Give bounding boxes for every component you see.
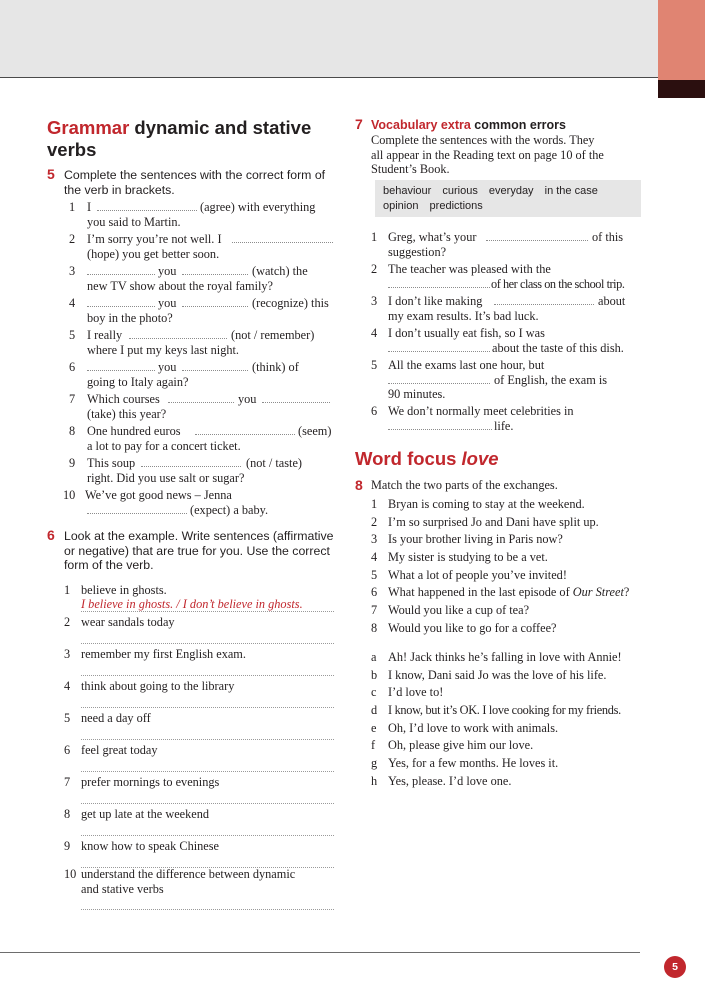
- page-number-badge: 5: [664, 956, 686, 978]
- list-item: [371, 358, 646, 404]
- item-text: Oh, I’d love to work with animals.: [388, 720, 559, 735]
- exercise-7-number: 7: [355, 116, 363, 132]
- item-number: 7: [371, 603, 378, 618]
- item-text: you said to Martin.: [87, 214, 181, 229]
- answer-line[interactable]: [81, 821, 334, 836]
- item-text: of her class on the school trip.: [491, 276, 625, 291]
- item-text: know how to speak Chinese: [81, 839, 219, 853]
- item-text: right. Did you use salt or sugar?: [87, 470, 245, 485]
- list-item: [371, 262, 646, 294]
- item-text: Would you like to go for a coffee?: [388, 620, 557, 635]
- item-text: (agree) with everything: [200, 200, 316, 214]
- list-item: [371, 774, 651, 792]
- answer-blank[interactable]: [129, 328, 227, 339]
- item-text: you: [158, 296, 177, 310]
- item-number: 7: [69, 392, 76, 406]
- item-text: One hundred euros: [87, 424, 181, 438]
- item-text: All the exams last one hour, but: [388, 358, 545, 372]
- item-text: I know, Dani said Jo was the love of his life.: [388, 667, 607, 682]
- item-text: get up late at the weekend: [81, 807, 210, 821]
- instr-line: Look at the example. Write sentences (affirmative: [64, 529, 334, 543]
- list-item: [69, 424, 339, 456]
- answer-blank[interactable]: [388, 341, 490, 352]
- exercise-8-instructions: Match the two parts of the exchanges.: [371, 478, 558, 492]
- item-text: (take) this year?: [87, 406, 167, 421]
- item-text: The teacher was pleased with the: [388, 262, 551, 276]
- item-text: This soup: [87, 456, 136, 470]
- list-item: [64, 839, 334, 867]
- item-text: Greg, what’s your: [388, 230, 477, 244]
- list-item: [64, 647, 334, 679]
- list-item: [64, 775, 334, 807]
- item-text: feel great today: [81, 743, 158, 757]
- answer-line[interactable]: [81, 789, 334, 804]
- list-item: [371, 532, 651, 550]
- item-text: My sister is studying to be a vet.: [388, 550, 548, 565]
- item-number: 4: [69, 296, 76, 310]
- instr-line: or negative) that are true for you. Use the correct: [64, 543, 330, 558]
- list-item: [64, 711, 334, 743]
- item-text: new TV show about the royal family?: [87, 278, 274, 293]
- instr-line: Student’s Book.: [371, 162, 450, 176]
- footer-rule: [0, 952, 640, 953]
- item-letter: c: [371, 685, 377, 700]
- item-text: prefer mornings to evenings: [81, 775, 220, 789]
- item-text: (recognize) this: [252, 296, 329, 310]
- item-number: 10: [63, 488, 76, 502]
- item-text: Would you like a cup of tea?: [388, 603, 530, 618]
- item-text: I: [87, 200, 92, 214]
- item-text: We’ve got good news – Jenna: [85, 488, 232, 502]
- item-text: remember my first English exam.: [81, 647, 246, 661]
- item-text: I really: [87, 328, 123, 342]
- item-text: Yes, for a few months. He loves it.: [388, 756, 559, 771]
- exercise-5-number: 5: [47, 166, 55, 182]
- item-letter: d: [371, 703, 378, 718]
- list-item: [69, 296, 339, 328]
- item-text: Is your brother living in Paris now?: [388, 532, 563, 547]
- word-box: [375, 180, 641, 217]
- item-text: boy in the photo?: [87, 310, 173, 325]
- item-text: understand the difference between dynamic: [81, 867, 296, 881]
- word-focus-heading: [355, 448, 499, 470]
- item-text: need a day off: [81, 711, 151, 725]
- list-item: [69, 392, 339, 424]
- list-item: [64, 743, 334, 775]
- item-number: 3: [64, 647, 71, 661]
- item-text: ?: [623, 585, 630, 600]
- item-text: (not / remember): [231, 328, 315, 342]
- item-text: going to Italy again?: [87, 374, 189, 389]
- item-text: 90 minutes.: [388, 387, 446, 401]
- item-text: (hope) you get better soon.: [87, 246, 220, 261]
- instr-line: Complete the sentences with the correct form of: [64, 168, 326, 182]
- word-chip: in the case: [544, 185, 598, 197]
- answer-line[interactable]: [81, 853, 334, 868]
- exercise-5-list: [63, 200, 339, 520]
- word-focus-title: Word focus: [355, 448, 462, 469]
- item-number: 5: [371, 567, 378, 582]
- item-text: wear sandals today: [81, 615, 175, 629]
- answer-blank[interactable]: [182, 360, 248, 371]
- item-letter: f: [371, 738, 376, 753]
- instr-line: all appear in the Reading text on page 10 of the: [371, 147, 604, 162]
- list-item: [371, 515, 651, 533]
- answer-blank[interactable]: [262, 392, 330, 403]
- item-text: Oh, please give him our love.: [388, 738, 534, 753]
- item-number: 2: [64, 615, 71, 629]
- grammar-heading-rest: dynamic and stative: [129, 117, 312, 138]
- item-number: 7: [64, 775, 71, 789]
- exercise-6-list: [64, 583, 334, 911]
- item-number: 5: [64, 711, 71, 725]
- item-text: about the taste of this dish.: [492, 340, 624, 355]
- answer-blank[interactable]: [182, 264, 248, 275]
- item-letter: e: [371, 720, 377, 735]
- instr-line: Complete the sentences with the words. They: [371, 133, 595, 147]
- item-number: 4: [371, 326, 378, 340]
- item-number: 4: [371, 550, 378, 565]
- item-text: and stative verbs: [81, 881, 164, 896]
- list-item: [371, 756, 651, 774]
- item-text-italic: Our Street: [572, 585, 624, 600]
- item-text: Which courses: [87, 392, 160, 406]
- answer-blank[interactable]: [87, 296, 155, 307]
- item-text: I’m sorry you’re not well. I: [87, 232, 222, 246]
- answer-blank[interactable]: [494, 294, 594, 305]
- list-item: [64, 807, 334, 839]
- item-number: 6: [371, 585, 378, 600]
- item-text: I don’t like making: [388, 294, 483, 308]
- item-letter: a: [371, 650, 377, 664]
- answer-blank[interactable]: [87, 503, 187, 514]
- list-item: [371, 294, 646, 326]
- item-text: of this: [592, 230, 624, 244]
- item-text: believe in ghosts.: [81, 583, 167, 597]
- exercise-6-number: 6: [47, 527, 55, 543]
- list-item: [63, 488, 339, 520]
- list-item: [69, 360, 339, 392]
- item-text: of English, the exam is: [494, 372, 608, 387]
- item-text: you: [238, 392, 257, 406]
- item-text: We don’t normally meet celebrities in: [388, 404, 574, 418]
- item-number: 6: [69, 360, 76, 374]
- item-letter: h: [371, 773, 378, 788]
- item-text: What happened in the last episode of: [388, 585, 573, 600]
- item-text: I’m so surprised Jo and Dani have split up.: [388, 514, 599, 529]
- answer-blank[interactable]: [388, 419, 492, 430]
- list-item: [371, 650, 651, 668]
- answer-blank[interactable]: [195, 424, 295, 435]
- item-text: suggestion?: [388, 244, 447, 259]
- list-item: [371, 721, 651, 739]
- answer-line[interactable]: [81, 895, 334, 910]
- item-number: 8: [69, 424, 76, 438]
- grammar-heading: [47, 117, 347, 161]
- list-item: [371, 685, 651, 703]
- grammar-heading-red: Grammar: [47, 117, 130, 138]
- answer-blank[interactable]: [232, 232, 333, 243]
- answer-line[interactable]: [81, 693, 334, 708]
- exercise-6-instructions: [64, 529, 334, 573]
- list-item: [371, 703, 651, 721]
- instr-line: the verb in brackets.: [64, 182, 175, 197]
- exercise-8-number: 8: [355, 477, 363, 493]
- exercise-7-instructions: [371, 133, 604, 177]
- item-text: I know, but it’s OK. I love cooking for my friends.: [388, 703, 621, 718]
- answer-blank[interactable]: [87, 264, 155, 275]
- answer-blank[interactable]: [168, 392, 234, 403]
- header-band: [0, 0, 658, 78]
- item-number: 1: [371, 497, 378, 511]
- item-number: 2: [69, 232, 76, 246]
- list-item: [64, 583, 334, 615]
- item-letter: b: [371, 667, 378, 682]
- exercise-8-prompts: [371, 497, 651, 639]
- item-letter: g: [371, 756, 378, 771]
- item-text: (not / taste): [246, 456, 303, 470]
- list-item: [371, 603, 651, 621]
- answer-blank[interactable]: [97, 200, 197, 211]
- item-text: (expect) a baby.: [190, 502, 269, 517]
- answer-line[interactable]: [81, 629, 334, 644]
- item-text: I don’t usually eat fish, so I was: [388, 326, 545, 340]
- answer-blank[interactable]: [141, 456, 241, 467]
- word-row: [375, 180, 641, 199]
- answer-blank[interactable]: [182, 296, 248, 307]
- list-item: [371, 621, 651, 639]
- item-number: 6: [64, 743, 71, 757]
- item-text: Ah! Jack thinks he’s falling in love with Annie!: [388, 650, 622, 664]
- item-text: you: [158, 360, 177, 374]
- item-text: where I put my keys last night.: [87, 342, 239, 357]
- item-number: 8: [64, 807, 71, 821]
- item-text: (watch) the: [252, 264, 308, 278]
- answer-line[interactable]: [81, 757, 334, 772]
- item-number: 8: [371, 620, 378, 635]
- list-item: [371, 738, 651, 756]
- item-number: 4: [64, 679, 71, 693]
- list-item: [371, 326, 646, 358]
- word-row: [375, 199, 641, 214]
- instr-line: form of the verb.: [64, 558, 154, 572]
- item-number: 5: [371, 358, 378, 372]
- list-item: [69, 200, 339, 232]
- item-text: about: [598, 294, 626, 308]
- header-rule: [0, 77, 658, 78]
- list-item: [69, 456, 339, 488]
- item-number: 1: [64, 583, 71, 597]
- exercise-5-instructions: [64, 168, 325, 197]
- answer-blank[interactable]: [388, 277, 490, 288]
- list-item: [371, 568, 651, 586]
- word-chip: curious: [442, 185, 478, 197]
- item-text: a lot to pay for a concert ticket.: [87, 438, 241, 453]
- list-item: [69, 328, 339, 360]
- list-item: [371, 404, 646, 436]
- list-item: [371, 668, 651, 686]
- item-number: 9: [69, 456, 76, 470]
- item-text: think about going to the library: [81, 679, 235, 693]
- exercise-7-title-rest: common errors: [470, 118, 566, 132]
- item-text: I’d love to!: [388, 685, 444, 700]
- item-number: 3: [371, 532, 378, 547]
- item-text: Yes, please. I’d love one.: [388, 773, 512, 788]
- list-item: [69, 264, 339, 296]
- word-chip: everyday: [488, 185, 534, 197]
- word-chip: predictions: [429, 199, 483, 212]
- word-focus-title-italic: love: [461, 448, 499, 469]
- answer-blank[interactable]: [486, 230, 588, 241]
- word-chip: behaviour: [383, 185, 432, 197]
- exercise-8-answers: [371, 650, 651, 792]
- item-number: 1: [371, 230, 378, 244]
- unit-tab: [658, 0, 705, 80]
- item-number: 3: [371, 294, 378, 308]
- item-text: (think) of: [252, 360, 299, 374]
- answer-blank[interactable]: [87, 360, 155, 371]
- item-text: (seem): [298, 424, 332, 438]
- list-item: [64, 679, 334, 711]
- grammar-heading-line2: verbs: [47, 139, 97, 160]
- item-number: 6: [371, 404, 378, 418]
- answer-line[interactable]: [81, 661, 334, 676]
- item-text: you: [158, 264, 177, 278]
- item-number: 9: [64, 839, 71, 853]
- list-item: [64, 615, 334, 647]
- item-number: 2: [371, 514, 378, 529]
- item-number: 2: [371, 262, 378, 276]
- item-text: What a lot of people you’ve invited!: [388, 567, 567, 582]
- answer-line[interactable]: [81, 725, 334, 740]
- example-answer: I believe in ghosts. / I don’t believe in ghosts.: [81, 597, 334, 612]
- item-number: 1: [69, 200, 76, 214]
- item-text: life.: [494, 418, 514, 433]
- list-item: [371, 585, 651, 603]
- list-item: [371, 230, 646, 262]
- unit-tab-dark: [658, 80, 705, 98]
- item-number: 10: [64, 867, 77, 881]
- list-item: [64, 867, 334, 911]
- exercise-7-title-red: Vocabulary extra: [371, 118, 471, 132]
- item-number: 3: [69, 264, 76, 278]
- item-text: Bryan is coming to stay at the weekend.: [388, 497, 585, 511]
- exercise-7-list: [371, 230, 646, 436]
- list-item: [371, 550, 651, 568]
- item-text: my exam results. It’s bad luck.: [388, 308, 539, 323]
- item-number: 5: [69, 328, 76, 342]
- answer-blank[interactable]: [388, 373, 490, 384]
- list-item: [371, 497, 651, 515]
- list-item: [69, 232, 339, 264]
- exercise-7-title: [371, 118, 566, 132]
- word-chip: opinion: [383, 199, 419, 212]
